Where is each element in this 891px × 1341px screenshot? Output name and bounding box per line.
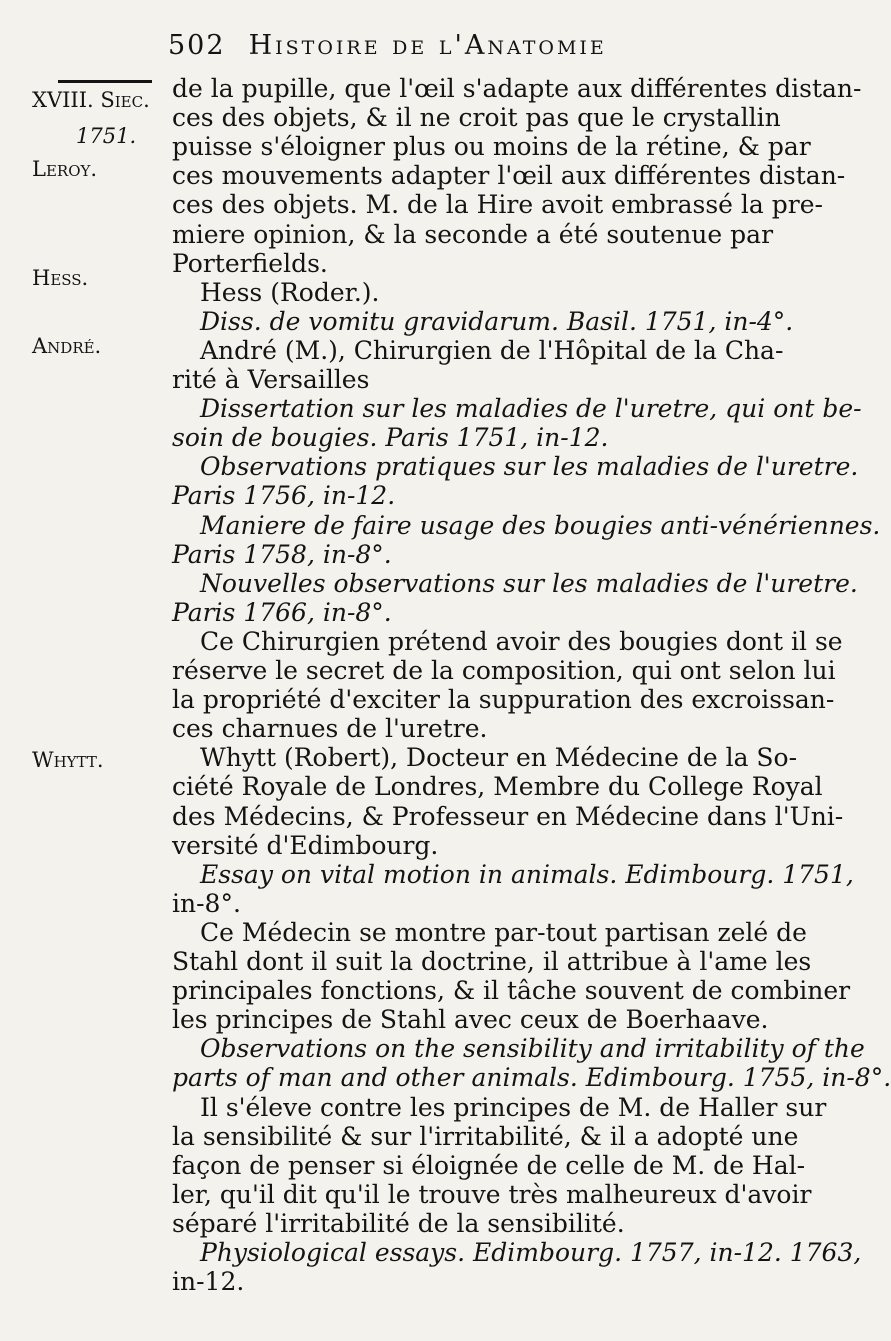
text-line: ciété Royale de Londres, Membre du College Royal xyxy=(172,772,823,801)
text-line: versité d'Edimbourg. xyxy=(172,831,439,860)
text-line: les principes de Stahl avec ceux de Boerhaave. xyxy=(172,1005,769,1034)
text-line: Observations pratiques sur les maladies de l'uretre. xyxy=(200,452,859,481)
text-line: in-8°. xyxy=(172,889,241,918)
text-line: Essay on vital motion in animals. Edimbourg. 1751, xyxy=(200,860,854,889)
text-line: des Médecins, & Professeur en Médecine dans l'Uni- xyxy=(172,802,844,831)
margin-note: 1751. xyxy=(76,124,137,148)
text-line: Paris 1756, in-12. xyxy=(172,481,396,510)
text-line: ces charnues de l'uretre. xyxy=(172,714,488,743)
text-line: Paris 1766, in-8°. xyxy=(172,598,392,627)
margin-note: Hess. xyxy=(32,266,89,290)
text-line: principales fonctions, & il tâche souvent de combiner xyxy=(172,976,851,1005)
text-line: ler, qu'il dit qu'il le trouve très malheureux d'avoir xyxy=(172,1180,812,1209)
text-line: façon de penser si éloignée de celle de M. de Hal- xyxy=(172,1151,806,1180)
text-line: Ce Chirurgien prétend avoir des bougies dont il se xyxy=(200,627,843,656)
text-line: soin de bougies. Paris 1751, in-12. xyxy=(172,423,609,452)
text-line: Paris 1758, in-8°. xyxy=(172,540,392,569)
text-line: séparé l'irritabilité de la sensibilité. xyxy=(172,1209,625,1238)
text-line: ces des objets, & il ne croit pas que le crystallin xyxy=(172,103,781,132)
text-line: rité à Versailles xyxy=(172,365,370,394)
text-line: réserve le secret de la composition, qui ont selon lui xyxy=(172,656,836,685)
text-line: la sensibilité & sur l'irritabilité, & il a adopté une xyxy=(172,1122,799,1151)
text-line: Whytt (Robert), Docteur en Médecine de la So- xyxy=(200,743,798,772)
text-line: Porterfields. xyxy=(172,249,328,278)
text-line: ces mouvements adapter l'œil aux différentes distan- xyxy=(172,161,846,190)
text-line: parts of man and other animals. Edimbourg. 1755, in-8°. xyxy=(172,1063,891,1092)
header-rule xyxy=(58,80,152,83)
text-line: de la pupille, que l'œil s'adapte aux différentes distan- xyxy=(172,74,862,103)
text-line: ces des objets. M. de la Hire avoit embrassé la pre- xyxy=(172,190,823,219)
text-line: miere opinion, & la seconde a été soutenue par xyxy=(172,220,774,249)
text-line: Nouvelles observations sur les maladies de l'uretre. xyxy=(200,569,858,598)
margin-note: Whytt. xyxy=(32,748,104,772)
margin-note: André. xyxy=(32,334,102,358)
text-line: la propriété d'exciter la suppuration des excroissan- xyxy=(172,685,835,714)
text-line: Stahl dont il suit la doctrine, il attribue à l'ame les xyxy=(172,947,812,976)
text-line: in-12. xyxy=(172,1267,245,1296)
text-line: Maniere de faire usage des bougies anti-vénériennes. xyxy=(200,511,881,540)
running-title: Histoire de l'Anatomie xyxy=(248,30,607,61)
margin-note: Leroy. xyxy=(32,157,98,181)
text-line: puisse s'éloigner plus ou moins de la rétine, & par xyxy=(172,132,811,161)
text-line: André (M.), Chirurgien de l'Hôpital de la Cha- xyxy=(200,336,784,365)
text-line: Dissertation sur les maladies de l'uretre, qui ont be- xyxy=(200,394,862,423)
page-number: 502 xyxy=(168,30,226,61)
running-header xyxy=(168,30,768,70)
text-line: Observations on the sensibility and irritability of the xyxy=(200,1034,865,1063)
text-line: Physiological essays. Edimbourg. 1757, in-12. 1763, xyxy=(200,1238,862,1267)
margin-note: XVIII. Siec. xyxy=(32,88,150,112)
text-line: Hess (Roder.). xyxy=(200,278,380,307)
text-line: Diss. de vomitu gravidarum. Basil. 1751, in-4°. xyxy=(200,307,794,336)
text-line: Ce Médecin se montre par-tout partisan zelé de xyxy=(200,918,807,947)
text-line: Il s'éleve contre les principes de M. de Haller sur xyxy=(200,1093,827,1122)
